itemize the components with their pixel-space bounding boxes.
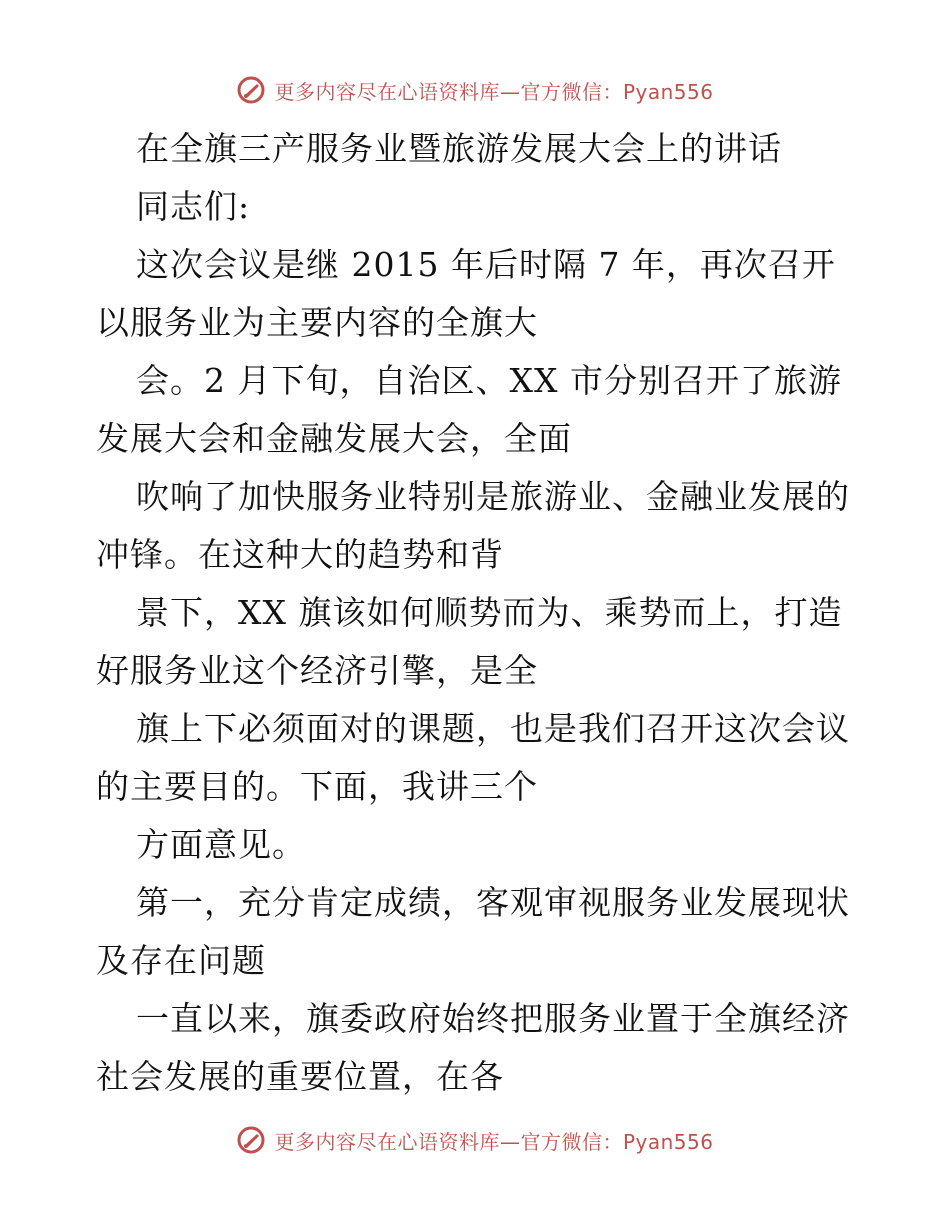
paragraph-line: 社会发展的重要位置，在各 xyxy=(96,1057,504,1096)
paragraph-line: 以服务业为主要内容的全旗大 xyxy=(96,303,538,342)
paragraph-line: 发展大会和金融发展大会，全面 xyxy=(96,419,572,458)
salutation: 同志们: xyxy=(136,187,251,226)
footer-watermark-banner xyxy=(0,1120,950,1160)
paragraph-line: 一直以来，旗委政府始终把服务业置于全旗经济 xyxy=(136,999,850,1038)
document-body xyxy=(96,120,856,1106)
paragraph-line: 会。2 月下旬，自治区、XX 市分别召开了旅游 xyxy=(136,361,842,400)
paragraph-line: 的主要目的。下面，我讲三个 xyxy=(96,767,538,806)
paragraph-line: 这次会议是继 2015 年后时隔 7 年，再次召开 xyxy=(136,245,836,284)
paragraph-line: 旗上下必须面对的课题，也是我们召开这次会议 xyxy=(136,709,850,748)
section-heading-continuation: 及存在问题 xyxy=(96,941,266,980)
paragraph-line: 好服务业这个经济引擎，是全 xyxy=(96,651,538,690)
document-title: 在全旗三产服务业暨旅游发展大会上的讲话 xyxy=(136,129,782,168)
brand-logo-icon xyxy=(236,1125,266,1155)
paragraph-line: 吹响了加快服务业特别是旅游业、金融业发展的 xyxy=(136,477,850,516)
paragraph-line: 方面意见。 xyxy=(136,825,306,864)
section-heading: 第一，充分肯定成绩，客观审视服务业发展现状 xyxy=(136,883,850,922)
header-watermark-text: 更多内容尽在心语资料库—官方微信：Pyan556 xyxy=(274,79,714,104)
paragraph-line: 景下，XX 旗该如何顺势而为、乘势而上，打造 xyxy=(136,593,843,632)
paragraph-line: 冲锋。在这种大的趋势和背 xyxy=(96,535,504,574)
footer-watermark-text: 更多内容尽在心语资料库—官方微信：Pyan556 xyxy=(274,1129,714,1154)
brand-logo-icon xyxy=(236,75,266,105)
header-watermark-banner xyxy=(0,70,950,110)
